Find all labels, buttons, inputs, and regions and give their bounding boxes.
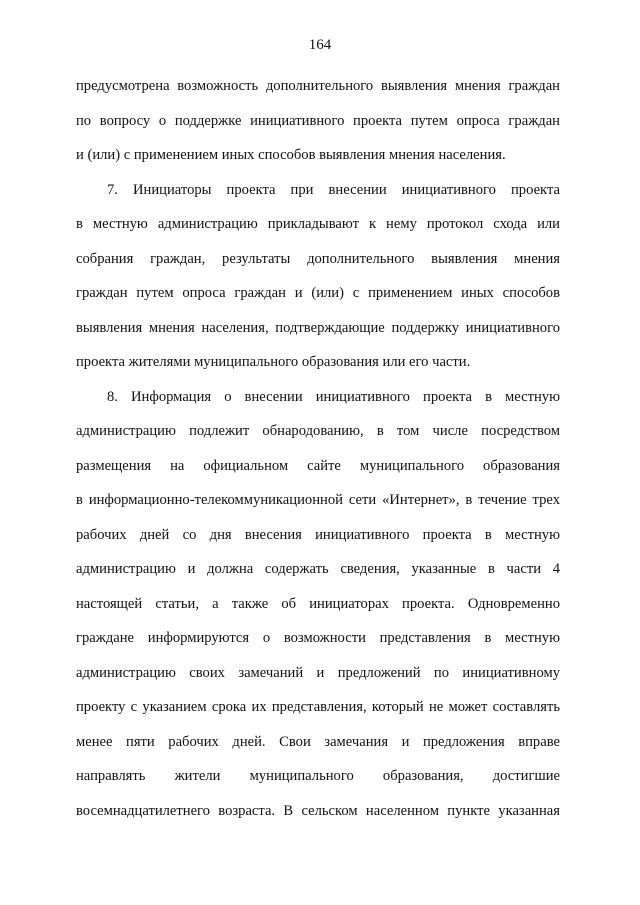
paragraph-7-first-line: 7. Инициаторы проекта при внесении инициативного проекта [107,181,560,198]
text-line: проекту с указанием срока их представления, который не может составлять [76,699,560,715]
text-line: проекта жителями муниципального образования или его части. [76,354,471,370]
text-line: выявления мнения населения, подтверждающие поддержку инициативного [76,319,560,336]
text-line: настоящей статьи, а также об инициаторах проекта. Одновременно [76,595,560,612]
text-line: в местную администрацию прикладывают к нему протокол схода или [76,216,560,232]
document-body [76,69,560,828]
text-line: менее пяти рабочих дней. Свои замечания и предложения вправе [76,733,560,750]
text-line: в информационно-телекоммуникационной сети «Интернет», в течение трех [76,492,560,508]
page-number: 164 [308,37,332,53]
text-line: администрацию и должна содержать сведения, указанные в части 4 [76,561,560,577]
text-line: собрания граждан, результаты дополнительного выявления мнения [76,250,560,267]
text-line: предусмотрена возможность дополнительного выявления мнения граждан [76,78,560,94]
paragraph-8-first-line: 8. Информация о внесении инициативного проекта в местную [107,388,560,405]
text-line: и (или) с применением иных способов выявления мнения населения. [76,147,506,163]
text-line: администрацию своих замечаний и предложений по инициативному [76,664,560,681]
text-line: граждан путем опроса граждан и (или) с применением иных способов [76,285,560,301]
text-line: направлять жители муниципального образования, достигшие [76,768,560,784]
text-line: по вопросу о поддержке инициативного проекта путем опроса граждан [76,112,560,129]
text-line: администрацию подлежит обнародованию, в том числе посредством [76,423,560,439]
text-line: граждане информируются о возможности представления в местную [76,630,560,646]
text-line: рабочих дней со дня внесения инициативного проекта в местную [76,526,560,543]
text-line: восемнадцатилетнего возраста. В сельском населенном пункте указанная [76,802,560,819]
text-line: размещения на официальном сайте муниципального образования [76,457,560,474]
